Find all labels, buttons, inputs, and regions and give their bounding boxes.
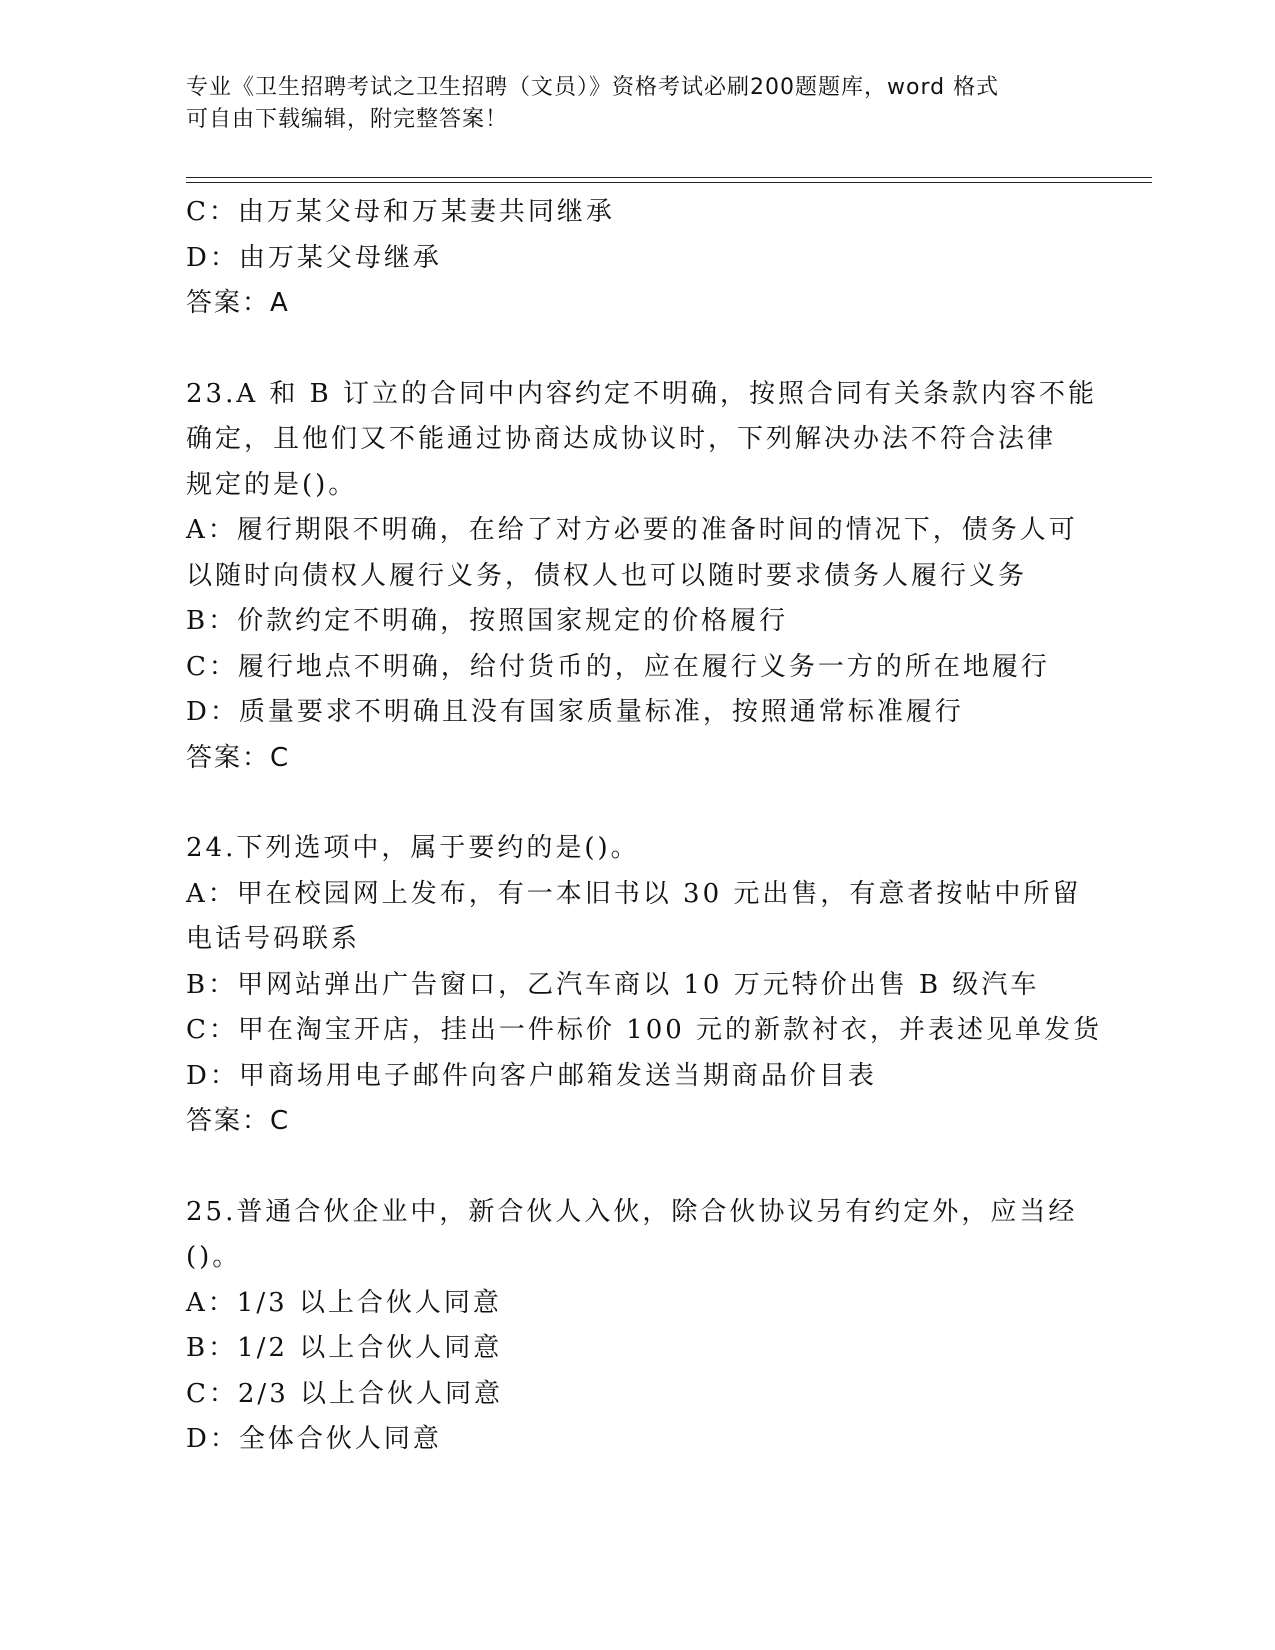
option-a: A：履行期限不明确，在给了对方必要的准备时间的情况下，债务人可 (186, 515, 1078, 545)
question-stem-line: 23.A 和 B 订立的合同中内容约定不明确，按照合同有关条款内容不能 (186, 378, 1098, 409)
answer-line: 答案：A (186, 288, 290, 318)
spacer (186, 781, 1086, 826)
question-stem-line: ()。 (186, 1242, 242, 1272)
question-25 (186, 1190, 1086, 1463)
question-stem-line: 25.普通合伙企业中，新合伙人入伙，除合伙协议另有约定外，应当经 (186, 1196, 1078, 1227)
answer-line: 答案：C (186, 1106, 291, 1136)
option-c: C：由万某父母和万某妻共同继承 (186, 197, 615, 227)
option-d: D：由万某父母继承 (186, 242, 442, 273)
question-stem-line: 规定的是()。 (186, 469, 358, 500)
option-b: B：甲网站弹出广告窗口，乙汽车商以 10 万元特价出售 B 级汽车 (186, 969, 1040, 1000)
option-a: A：甲在校园网上发布，有一本旧书以 30 元出售，有意者按帖中所留 (186, 878, 1082, 909)
question-stem-line: 24.下列选项中，属于要约的是()。 (186, 833, 640, 863)
option-d: D：甲商场用电子邮件向客户邮箱发送当期商品价目表 (186, 1060, 877, 1091)
question-stem-line: 确定，且他们又不能通过协商达成协议时，下列解决办法不符合法律 (186, 424, 1057, 454)
option-a-continued: 以随时向债权人履行义务，债权人也可以随时要求债务人履行义务 (186, 560, 1028, 591)
header-line-2: 可自由下载编辑，附完整答案！ (186, 107, 509, 132)
question-23 (186, 372, 1098, 782)
document-header (186, 72, 1066, 136)
question-24 (186, 826, 1103, 1145)
option-a-continued: 电话号码联系 (186, 924, 361, 954)
spacer (186, 1145, 1086, 1190)
option-d: D：全体合伙人同意 (186, 1424, 442, 1454)
question-list (186, 190, 1103, 1463)
option-c: C：履行地点不明确，给付货币的，应在履行义务一方的所在地履行 (186, 651, 1050, 682)
spacer (186, 327, 1086, 372)
answer-line: 答案：C (186, 742, 291, 773)
header-divider-top (186, 177, 1152, 178)
option-c: C：2/3 以上合伙人同意 (186, 1378, 504, 1409)
question-22 (186, 190, 1086, 327)
option-b: B：价款约定不明确，按照国家规定的价格履行 (186, 606, 789, 636)
header-divider-bottom (186, 182, 1152, 183)
option-b: B：1/2 以上合伙人同意 (186, 1333, 503, 1363)
option-a: A：1/3 以上合伙人同意 (186, 1287, 502, 1318)
option-c: C：甲在淘宝开店，挂出一件标价 100 元的新款衬衣，并表述见单发货 (186, 1015, 1103, 1045)
header-line-1: 专业《卫生招聘考试之卫生招聘（文员）》资格考试必刷200题题库，word 格式 (186, 75, 1000, 100)
option-d: D：质量要求不明确且没有国家质量标准，按照通常标准履行 (186, 697, 964, 727)
